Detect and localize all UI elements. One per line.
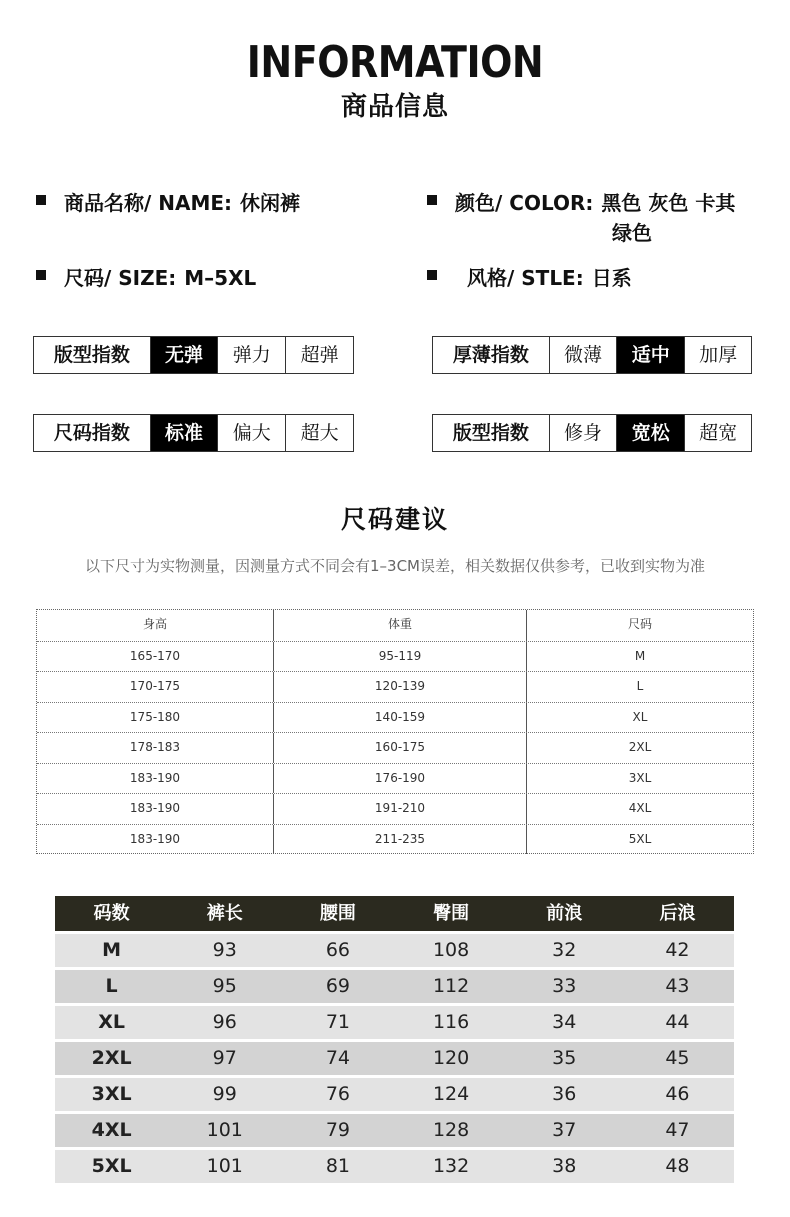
table-cell: 4XL: [91, 1119, 132, 1141]
style-label: 风格/ STLE:: [467, 266, 584, 290]
index-option: 适中: [616, 337, 684, 373]
table-cell: 101: [206, 1155, 243, 1177]
table-cell: 183-190: [129, 770, 181, 785]
table-cell: 99: [212, 1083, 237, 1105]
table-cell: 128: [432, 1119, 470, 1141]
table-cell: 175-180: [129, 709, 181, 724]
table-cell: 76: [325, 1083, 351, 1105]
info-size: [36, 263, 256, 293]
table-cell: 48: [665, 1155, 690, 1177]
table-cell: 120-139: [273, 672, 526, 702]
info-color: [427, 188, 735, 248]
table-cell: 46: [665, 1083, 690, 1105]
table-cell: 38: [552, 1155, 577, 1177]
index-fit: [432, 414, 752, 452]
size-advice-note: 以下尺寸为实物测量，因测量方式不同会有1–3CM误差，相关数据仅供参考，已收到实物为准: [84, 557, 705, 575]
index-option: 微薄: [549, 337, 617, 373]
table-row: [37, 793, 753, 824]
table-cell: 32: [552, 939, 577, 961]
table-cell: 34: [552, 1011, 577, 1033]
info-name: [36, 188, 300, 218]
table-cell: L: [105, 975, 118, 997]
table-cell: 35: [552, 1047, 577, 1069]
table-cell: 191-210: [273, 794, 526, 824]
size-label: 尺码/ SIZE:: [64, 266, 177, 290]
table-row: [55, 970, 734, 1003]
index-option: 超弹: [285, 337, 353, 373]
index-label: 版型指数: [53, 344, 130, 366]
table-cell: 66: [325, 939, 351, 961]
info-style: [427, 263, 632, 293]
table-row: [37, 702, 753, 733]
table-cell: 183-190: [129, 801, 181, 815]
table-cell: 170-175: [129, 679, 181, 693]
table-cell: 132: [432, 1155, 470, 1177]
table-header-cell: 前浪: [546, 903, 583, 924]
index-option: 加厚: [684, 337, 751, 373]
size-value: M–5XL: [184, 266, 257, 290]
table-row: [37, 824, 753, 855]
index-option: 标准: [150, 415, 218, 451]
table-header-cell: 裤长: [206, 903, 243, 924]
table-header-cell: 后浪: [659, 903, 696, 924]
style-value: 日系: [591, 266, 632, 290]
table-cell: 140-159: [273, 703, 526, 733]
table-cell: 42: [665, 939, 690, 961]
table-cell: 2XL: [91, 1047, 132, 1069]
table-cell: XL: [98, 1011, 125, 1033]
table-row: [37, 671, 753, 702]
size-advice-table: [36, 609, 754, 854]
bullet-square-icon: [36, 270, 46, 280]
table-cell: 97: [212, 1047, 237, 1069]
table-cell: 108: [432, 939, 470, 961]
table-cell: 101: [206, 1119, 243, 1141]
table-cell: 95: [212, 975, 237, 997]
name-value: 休闲裤: [240, 191, 301, 215]
table-cell: 211-235: [273, 825, 526, 855]
index-option: 弹力: [217, 337, 285, 373]
table-cell: 45: [665, 1047, 690, 1069]
table-row: [55, 934, 734, 967]
table-cell: 165-170: [129, 648, 181, 663]
table-cell: 124: [432, 1083, 470, 1105]
table-cell: 96: [212, 1011, 237, 1033]
table-cell: 69: [325, 975, 351, 997]
table-cell: 178-183: [129, 740, 181, 754]
index-stretch: [33, 336, 354, 374]
table-cell: 3XL: [91, 1083, 132, 1105]
index-size: [33, 414, 354, 452]
table-cell: L: [526, 672, 753, 702]
table-header-cell: 腰围: [319, 903, 356, 924]
table-cell: 37: [552, 1119, 577, 1141]
index-label: 厚薄指数: [452, 344, 529, 366]
title-chinese: 商品信息: [340, 92, 449, 122]
measurement-table: [55, 896, 734, 1183]
table-cell: 116: [432, 1011, 470, 1033]
table-cell: XL: [526, 703, 753, 733]
color-label: 颜色/ COLOR:: [455, 191, 594, 215]
table-row: [55, 1114, 734, 1147]
table-row: [55, 1042, 734, 1075]
table-cell: 33: [552, 975, 577, 997]
color-value-2: 绿色: [612, 221, 652, 245]
table-header-row: [37, 610, 753, 641]
index-thickness: [432, 336, 752, 374]
table-cell: 95-119: [273, 642, 526, 672]
index-option: 无弹: [150, 337, 218, 373]
table-cell: 120: [432, 1047, 470, 1069]
index-option: 偏大: [217, 415, 285, 451]
table-cell: M: [102, 939, 122, 961]
bullet-square-icon: [36, 195, 46, 205]
table-header-cell: 码数: [93, 903, 130, 924]
table-header-cell: 臀围: [433, 903, 470, 924]
index-option: 修身: [549, 415, 617, 451]
index-option: 宽松: [616, 415, 684, 451]
index-option: 超宽: [684, 415, 751, 451]
bullet-square-icon: [427, 195, 437, 205]
table-cell: 160-175: [273, 733, 526, 763]
table-header-cell: 身高: [142, 617, 167, 631]
table-cell: 47: [665, 1119, 690, 1141]
index-label: 版型指数: [452, 422, 529, 444]
table-cell: 112: [432, 975, 470, 997]
bullet-square-icon: [427, 270, 437, 280]
index-option: 超大: [285, 415, 353, 451]
table-cell: 74: [325, 1047, 351, 1069]
table-header-row: [55, 896, 734, 931]
table-cell: 4XL: [526, 794, 753, 824]
table-cell: 176-190: [273, 764, 526, 794]
table-row: [37, 763, 753, 794]
table-cell: 81: [325, 1155, 351, 1177]
table-cell: 5XL: [91, 1155, 132, 1177]
table-row: [37, 732, 753, 763]
table-cell: 93: [212, 939, 237, 961]
table-row: [55, 1150, 734, 1183]
title-english: INFORMATION: [246, 36, 544, 88]
table-cell: 36: [552, 1083, 577, 1105]
table-cell: 2XL: [526, 733, 753, 763]
size-advice-title: 尺码建议: [340, 505, 449, 534]
name-label: 商品名称/ NAME:: [64, 191, 233, 215]
table-cell: 5XL: [526, 825, 753, 855]
color-value-1: 黑色 灰色 卡其: [601, 191, 736, 215]
table-cell: 183-190: [129, 831, 181, 846]
table-cell: 3XL: [526, 764, 753, 794]
table-cell: 43: [665, 975, 690, 997]
table-cell: M: [526, 642, 753, 672]
table-cell: 71: [325, 1011, 351, 1033]
table-row: [55, 1006, 734, 1039]
table-row: [37, 641, 753, 672]
table-cell: 44: [665, 1011, 690, 1033]
table-row: [55, 1078, 734, 1111]
table-header-cell: 尺码: [526, 610, 753, 641]
table-header-cell: 体重: [273, 610, 526, 641]
index-label: 尺码指数: [53, 422, 130, 444]
table-cell: 79: [325, 1119, 351, 1141]
